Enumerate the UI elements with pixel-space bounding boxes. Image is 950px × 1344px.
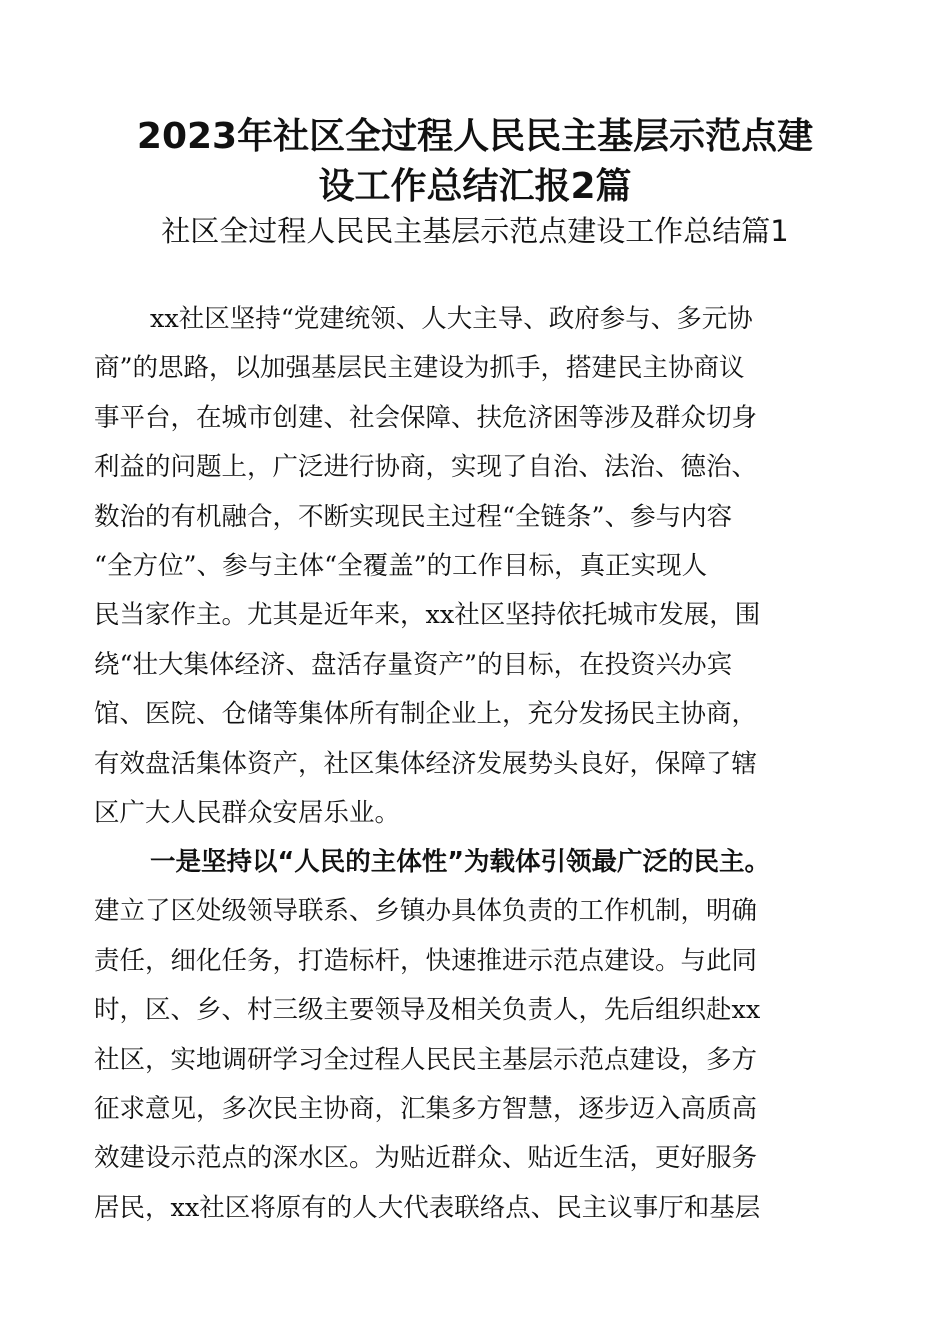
text-line: 区广大人民群众安居乐业。 (94, 797, 401, 828)
text-line: 民当家作主。尤其是近年来，xx社区坚持依托城市发展，围 (94, 600, 761, 631)
text-line: 有效盘活集体资产，社区集体经济发展势头良好，保障了辖 (94, 748, 758, 779)
text-line: 责任，细化任务，打造标杆，快速推进示范点建设。与此同 (94, 945, 758, 976)
section-subtitle: 社区全过程人民民主基层示范点建设工作总结篇1 (161, 214, 789, 248)
text-line: 时，区、乡、村三级主要领导及相关负责人，先后组织赴xx (94, 995, 761, 1026)
text-line: 效建设示范点的深水区。为贴近群众、贴近生活，更好服务 (94, 1143, 758, 1174)
text-line: 建立了区处级领导联系、乡镇办具体负责的工作机制，明确 (94, 896, 758, 927)
text-line: 社区，实地调研学习全过程人民民主基层示范点建设，多方 (94, 1044, 758, 1075)
title-line: 设工作总结汇报2篇 (318, 166, 632, 207)
paragraph-2 (94, 838, 854, 1233)
paragraph-1 (94, 295, 854, 838)
text-line: xx社区坚持“党建统领、人大主导、政府参与、多元协 (150, 304, 753, 334)
document-title (90, 112, 860, 212)
text-line: 数治的有机融合，不断实现民主过程“全链条”、参与内容 (94, 501, 733, 532)
text-line: 征求意见，多次民主协商，汇集多方智慧，逐步迈入高质高 (94, 1093, 758, 1124)
text-line: 商”的思路，以加强基层民主建设为抓手，搭建民主协商议 (94, 353, 745, 384)
paragraph-heading: 一是坚持以“人民的主体性”为载体引领最广泛的民主。 (150, 847, 771, 877)
text-line: “全方位”、参与主体“全覆盖”的工作目标，真正实现人 (94, 550, 708, 581)
text-line: 馆、医院、仓储等集体所有制企业上，充分发扬民主协商， (94, 699, 758, 730)
text-line: 利益的问题上，广泛进行协商，实现了自治、法治、德治、 (94, 452, 758, 483)
text-line: 绕“壮大集体经济、盘活存量资产”的目标，在投资兴办宾 (94, 649, 733, 680)
text-line: 居民，xx社区将原有的人大代表联络点、民主议事厅和基层 (94, 1192, 761, 1223)
title-line: 2023年社区全过程人民民主基层示范点建 (136, 116, 814, 157)
text-line: 事平台，在城市创建、社会保障、扶危济困等涉及群众切身 (94, 402, 758, 433)
